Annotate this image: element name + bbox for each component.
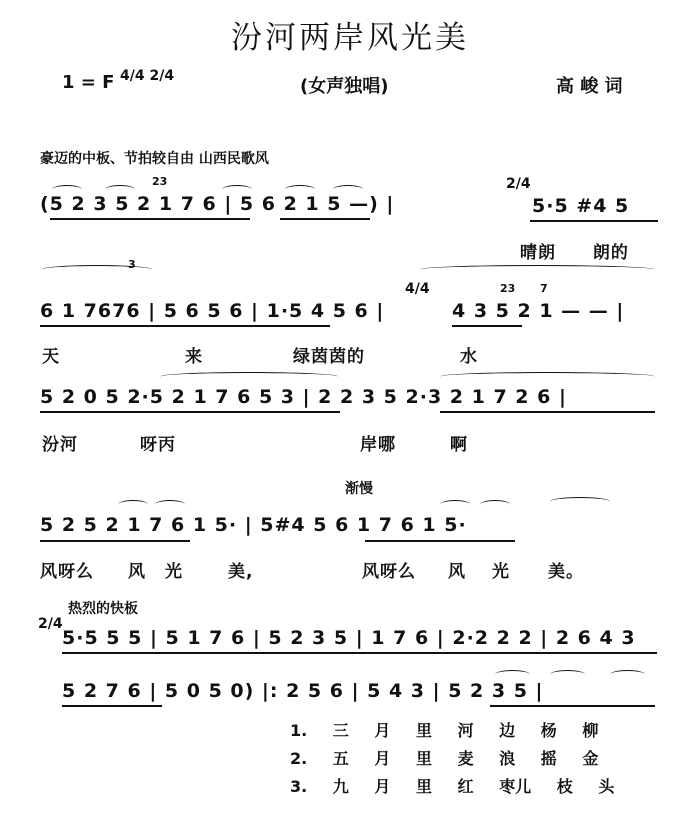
- verse-number: 3.: [290, 777, 308, 796]
- verse-word: 三: [332, 721, 349, 740]
- notation-row-6: 5 2 7 6 | 5 0 5 0) |: 2 5 6 | 5 4 3 | 5 2 3 5 |: [62, 680, 544, 702]
- long-slur: [420, 265, 655, 274]
- grace-note: 23: [152, 175, 168, 188]
- verse-word: 九: [332, 777, 349, 796]
- slur: [118, 500, 148, 509]
- lyric-word: 美,: [228, 562, 254, 582]
- lyrics-row-1: 晴朗 朗的: [520, 243, 629, 263]
- verse-word: 麦: [457, 749, 474, 768]
- notation-row-3: 5 2 0 5 2·5 2 1 7 6 5 3 | 2 2 3 5 2·3 2 1 7 2 6 |: [40, 386, 567, 408]
- lyric-word: 风: [128, 562, 146, 582]
- lyric-word: 汾河: [42, 435, 78, 455]
- lyric-word: 光: [492, 562, 510, 582]
- lyric-word: 绿茵茵的: [293, 347, 365, 367]
- lyric-word: 天: [42, 347, 60, 367]
- beam-line: [62, 652, 657, 654]
- tempo-marking-2: 热烈的快板: [68, 601, 138, 617]
- notation-row-2b: 4 3 5 2 1 — — |: [452, 300, 625, 322]
- key-signature: 1 = F: [62, 72, 115, 93]
- slur: [550, 497, 610, 506]
- verse-word: 浪: [499, 749, 516, 768]
- verse-word: 金: [582, 749, 599, 768]
- beam-line: [365, 540, 515, 542]
- long-slur: [440, 372, 655, 381]
- header-time-signature: 4/4 2/4: [120, 68, 175, 84]
- lyric-word: 来: [185, 347, 203, 367]
- slur: [610, 670, 645, 679]
- verse-word: 摇: [540, 749, 557, 768]
- verse-word: 杨: [540, 721, 557, 740]
- lyric-word: 美。: [548, 562, 584, 582]
- time-signature-change: 2/4: [38, 616, 63, 632]
- verse-word: 五: [332, 749, 349, 768]
- lyricist: 高 峻 词: [556, 76, 623, 97]
- beam-line: [530, 220, 658, 222]
- slur: [480, 500, 510, 509]
- verse-word: 枣儿: [499, 777, 532, 796]
- verse-word: 边: [499, 721, 516, 740]
- time-signature-change: 4/4: [405, 281, 430, 297]
- beam-line: [40, 325, 330, 327]
- slur: [52, 185, 82, 194]
- slur: [495, 670, 530, 679]
- tempo-marking-1: 豪迈的中板、节拍较自由 山西民歌风: [40, 151, 269, 167]
- beam-line: [40, 411, 340, 413]
- notation-row-5: 5·5 5 5 | 5 1 7 6 | 5 2 3 5 | 1 7 6 | 2·2 2 2 | 2 6 4 3: [62, 627, 636, 649]
- long-slur: [160, 372, 338, 381]
- lyric-word: 风: [448, 562, 466, 582]
- lyric-word: 啊: [450, 435, 468, 455]
- verse-word: 头: [598, 777, 615, 796]
- verse-line-3: [290, 774, 614, 797]
- lyric-word: 风呀么: [40, 562, 94, 582]
- lyric-word: 呀丙: [140, 435, 176, 455]
- slur: [285, 185, 315, 194]
- grace-note: 7: [540, 282, 548, 295]
- grace-note: 23: [500, 282, 516, 295]
- verse-word: 红: [457, 777, 474, 796]
- slur: [105, 185, 135, 194]
- beam-line: [40, 540, 190, 542]
- notation-row-1: (5 2 3 5 2 1 7 6 | 5 6 2 1 5 —) |: [40, 193, 395, 215]
- notation-row-1b: 5·5 #4 5: [532, 195, 630, 217]
- verse-word: 里: [415, 777, 432, 796]
- lyric-word: 光: [165, 562, 183, 582]
- verse-word: 里: [415, 721, 432, 740]
- verse-line-1: [290, 718, 598, 741]
- slur: [440, 500, 470, 509]
- beam-line: [452, 325, 522, 327]
- beam-line: [280, 218, 370, 220]
- beam-line: [62, 705, 162, 707]
- slur: [222, 185, 252, 194]
- beam-line: [440, 411, 655, 413]
- verse-word: 里: [415, 749, 432, 768]
- lyric-word: 水: [460, 347, 478, 367]
- performance-note: (女声独唱): [300, 76, 389, 97]
- beam-line: [490, 705, 655, 707]
- slur: [550, 670, 585, 679]
- lyric-word: 风呀么: [362, 562, 416, 582]
- notation-row-2: 6 1 7676 | 5 6 5 6 | 1·5 4 5 6 |: [40, 300, 385, 322]
- ritardando-marking: 渐慢: [345, 481, 373, 497]
- verse-word: 柳: [582, 721, 599, 740]
- notation-row-4: 5 2 5 2 1 7 6 1 5· | 5#4 5 6 1 7 6 1 5·: [40, 514, 467, 536]
- time-signature-change: 2/4: [506, 176, 531, 192]
- beam-line: [50, 218, 250, 220]
- verse-word: 河: [457, 721, 474, 740]
- lyric-word: 岸哪: [360, 435, 396, 455]
- verse-word: 月: [374, 721, 391, 740]
- slur: [333, 185, 363, 194]
- triplet-mark: 3: [128, 258, 136, 271]
- verse-number: 1.: [290, 721, 308, 740]
- verse-line-2: [290, 746, 598, 769]
- slur: [155, 500, 185, 509]
- verse-word: 枝: [556, 777, 573, 796]
- verse-word: 月: [374, 749, 391, 768]
- verse-word: 月: [374, 777, 391, 796]
- verse-number: 2.: [290, 749, 308, 768]
- page-title: 汾河两岸风光美: [231, 20, 469, 56]
